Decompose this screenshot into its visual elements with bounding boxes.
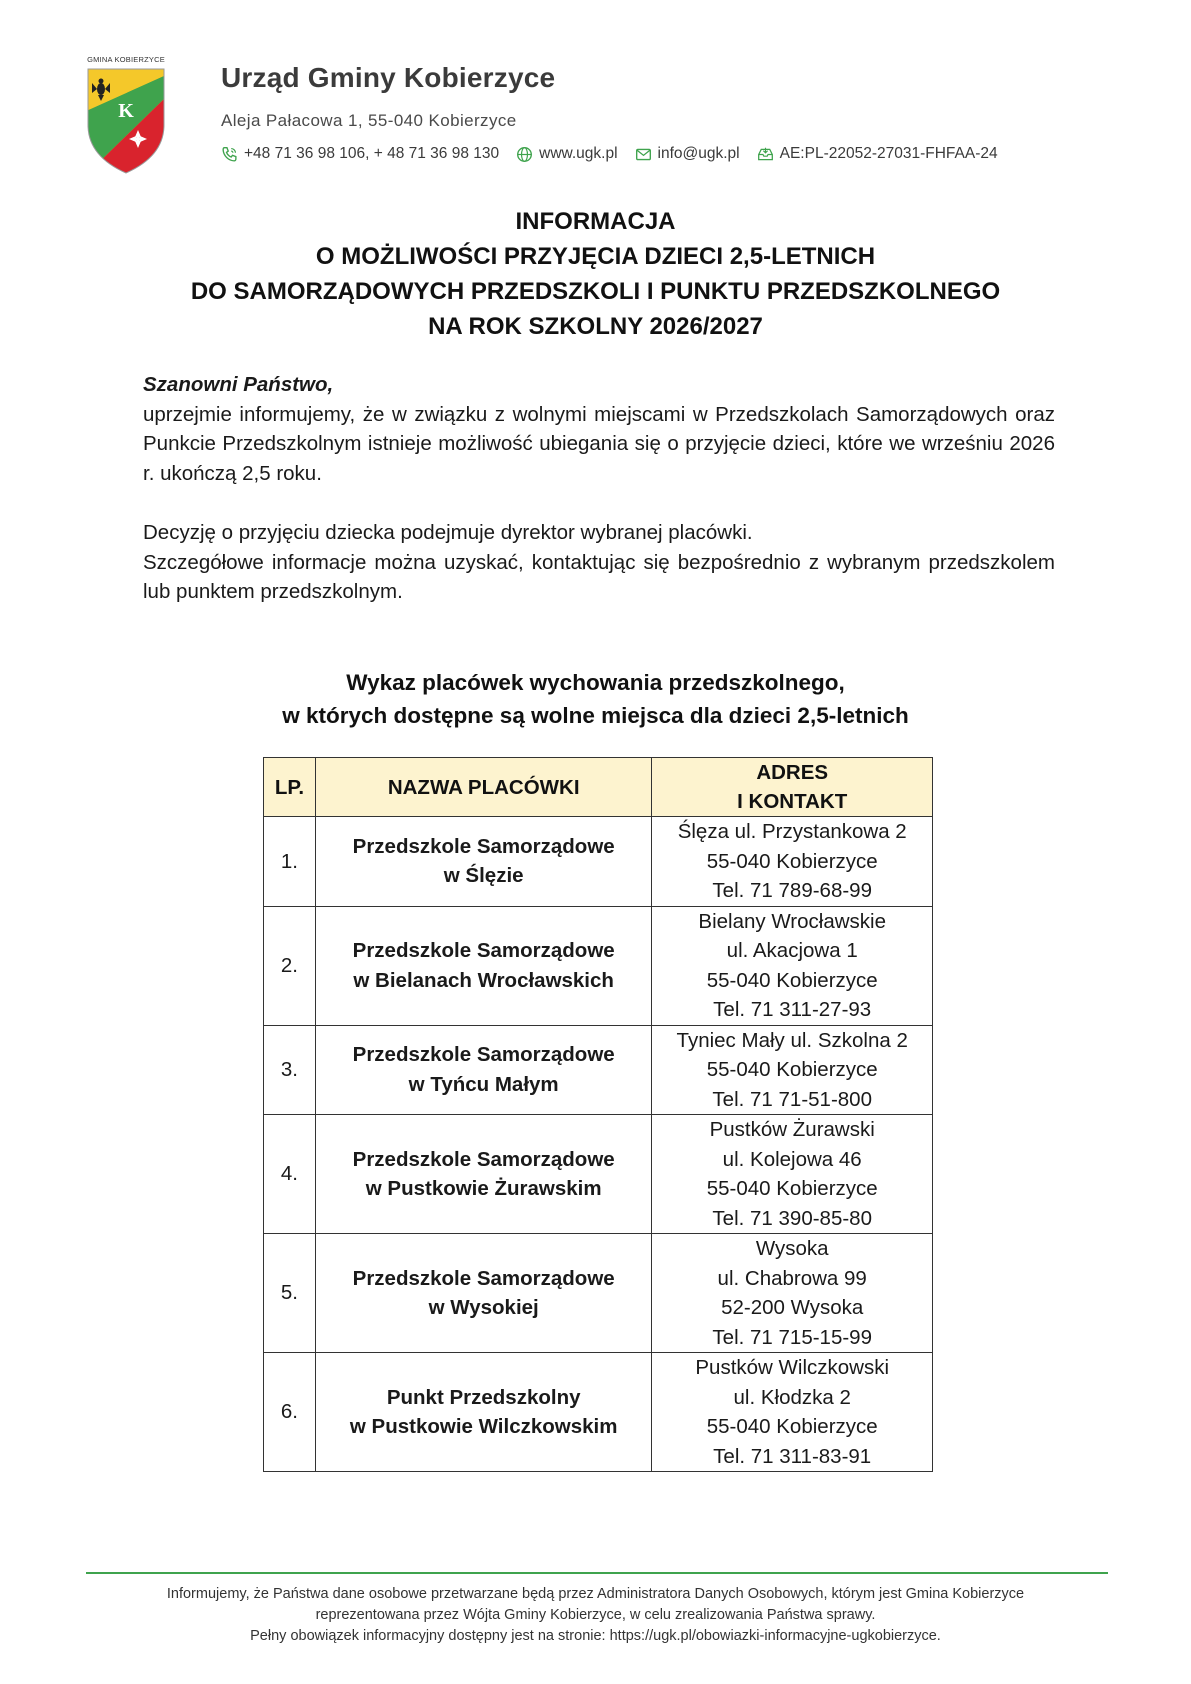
column-header-name: NAZWA PLACÓWKI xyxy=(315,758,651,817)
facility-name-line: Punkt Przedszkolny xyxy=(386,1385,581,1409)
address-line: 55-040 Kobierzyce xyxy=(706,1177,878,1200)
contact-bar xyxy=(221,145,1015,163)
title-line: INFORMACJA xyxy=(515,208,676,235)
svg-text:K: K xyxy=(118,100,134,122)
municipality-logo xyxy=(86,55,166,175)
decision-paragraph xyxy=(143,518,1055,607)
address-line: Tel. 71 311-83-91 xyxy=(713,1444,872,1468)
contact-phone xyxy=(221,145,499,163)
facility-name xyxy=(315,817,651,907)
facility-name xyxy=(315,906,651,1025)
mail-icon xyxy=(635,146,652,163)
facility-name-line: w Pustkowie Żurawskim xyxy=(365,1177,602,1200)
list-heading-line1: Wykaz placówek wychowania przedszkolnego, xyxy=(346,670,845,695)
row-number: 2. xyxy=(264,906,316,1025)
facility-name-line: w Bielanach Wrocławskich xyxy=(353,968,614,992)
address-line: Pustków Wilczkowski xyxy=(695,1356,890,1379)
address-line: ul. Chabrowa 99 xyxy=(717,1266,867,1290)
address-line: 55-040 Kobierzyce xyxy=(706,849,878,873)
paragraph-decision: Decyzję o przyjęciu dziecka podejmuje dyrektor wybranej placówki. xyxy=(143,521,753,544)
facility-address xyxy=(652,1234,933,1353)
footer-line: Informujemy, że Państwa dane osobowe przetwarzane będą przez Administratora Danych Osobowych, którym jest Gmina Kobierzyce xyxy=(166,1586,1025,1602)
address-line: Tel. 71 715-15-99 xyxy=(712,1325,872,1349)
table-header-row xyxy=(264,758,933,817)
column-header-address-line2: I KONTAKT xyxy=(737,790,848,813)
address-line: ul. Kłodzka 2 xyxy=(733,1385,851,1409)
contact-epuap xyxy=(757,145,998,163)
facility-address xyxy=(652,1353,933,1472)
intro-paragraph xyxy=(143,370,1055,488)
facility-name-line: w Pustkowie Wilczkowskim xyxy=(349,1415,618,1438)
column-header-address-line1: ADRES xyxy=(756,761,829,784)
epuap-inbox-icon xyxy=(757,146,774,163)
column-header-lp: LP. xyxy=(264,758,316,817)
row-number: 4. xyxy=(264,1115,316,1234)
document-title xyxy=(0,204,1191,344)
contact-website-text[interactable]: www.ugk.pl xyxy=(539,145,618,162)
table-row xyxy=(264,1025,933,1115)
facility-name-line: w Ślęzie xyxy=(443,864,524,888)
address-line: 55-040 Kobierzyce xyxy=(706,968,878,992)
org-name: Urząd Gminy Kobierzyce xyxy=(221,62,556,93)
column-header-address xyxy=(652,758,933,817)
facility-name-line: Przedszkole Samorządowe xyxy=(352,834,615,858)
address-line: 55-040 Kobierzyce xyxy=(706,1058,878,1081)
facility-name-line: Przedszkole Samorządowe xyxy=(352,1043,615,1067)
address-line: Wysoka xyxy=(755,1237,829,1260)
coat-of-arms-icon xyxy=(86,67,166,175)
footer-line: reprezentowana przez Wójta Gminy Kobierzyce, w celu zrealizowania Państwa sprawy. xyxy=(315,1607,876,1623)
table-row xyxy=(264,817,933,907)
paragraph-contact-info: Szczegółowe informacje można uzyskać, kontaktując się bezpośrednio z wybranym przedszkolem lub punktem przedszkolnym. xyxy=(143,550,1055,603)
contact-website[interactable] xyxy=(516,145,617,163)
facility-name xyxy=(315,1115,651,1234)
facility-address xyxy=(652,906,933,1025)
list-heading-line2: w których dostępne są wolne miejsca dla dzieci 2,5-letnich xyxy=(282,702,909,728)
address-line: Tyniec Mały ul. Szkolna 2 xyxy=(676,1028,908,1052)
facility-address xyxy=(652,1025,933,1115)
contact-email[interactable] xyxy=(635,145,740,163)
facility-name-line: Przedszkole Samorządowe xyxy=(352,1266,615,1290)
address-line: Tel. 71 789-68-99 xyxy=(712,879,872,902)
globe-icon xyxy=(516,146,533,163)
logo-caption: GMINA KOBIERZYCE xyxy=(87,55,165,64)
address-line: ul. Kolejowa 46 xyxy=(722,1147,862,1171)
address-line: Tel. 71 71-51-800 xyxy=(712,1087,872,1111)
title-line: NA ROK SZKOLNY 2026/2027 xyxy=(428,313,763,340)
address-line: Bielany Wrocławskie xyxy=(698,909,886,933)
row-number: 5. xyxy=(264,1234,316,1353)
title-line: O MOŻLIWOŚCI PRZYJĘCIA DZIECI 2,5-LETNICH xyxy=(315,243,876,270)
address-line: 52-200 Wysoka xyxy=(721,1296,864,1319)
row-number: 3. xyxy=(264,1025,316,1115)
table-row xyxy=(264,906,933,1025)
table-row xyxy=(264,1353,933,1472)
org-address: Aleja Pałacowa 1, 55-040 Kobierzyce xyxy=(221,111,517,130)
table-row xyxy=(264,1234,933,1353)
gdpr-footer xyxy=(0,1584,1191,1647)
row-number: 6. xyxy=(264,1353,316,1472)
address-line: Pustków Żurawski xyxy=(709,1118,875,1141)
facility-address xyxy=(652,1115,933,1234)
title-line: DO SAMORZĄDOWYCH PRZEDSZKOLI I PUNKTU PRZEDSZKOLNEGO xyxy=(190,278,1001,305)
facilities-table xyxy=(263,757,933,1472)
contact-epuap-text: AE:PL-22052-27031-FHFAA-24 xyxy=(779,145,998,162)
salutation: Szanowni Państwo, xyxy=(143,373,334,396)
paragraph-availability: uprzejmie informujemy, że w związku z wolnymi miejscami w Przedszkolach Samorządowych oraz Punkcie Przedszkolnym istnieje możliwość ubiegania się o przyjęcie dzieci, które we wrześniu 2026 r. ukończą 2,5 roku. xyxy=(143,402,1055,485)
footer-divider xyxy=(86,1572,1108,1574)
contact-email-text[interactable]: info@ugk.pl xyxy=(657,145,740,162)
facility-address xyxy=(652,817,933,907)
address-line: Tel. 71 390-85-80 xyxy=(712,1206,872,1230)
address-line: Tel. 71 311-27-93 xyxy=(713,998,872,1021)
footer-line: Pełny obowiązek informacyjny dostępny jest na stronie: https://ugk.pl/obowiazki-informacyjne-ugkobierzyce. xyxy=(250,1628,941,1644)
contact-phone-text: +48 71 36 98 106, + 48 71 36 98 130 xyxy=(244,145,500,162)
facility-name xyxy=(315,1353,651,1472)
table-row xyxy=(264,1115,933,1234)
address-line: Ślęza ul. Przystankowa 2 xyxy=(677,820,907,843)
facility-list-heading xyxy=(0,667,1191,732)
facility-name-line: Przedszkole Samorządowe xyxy=(352,1147,615,1171)
facility-name xyxy=(315,1234,651,1353)
row-number: 1. xyxy=(264,817,316,907)
address-line: 55-040 Kobierzyce xyxy=(706,1415,878,1438)
address-line: ul. Akacjowa 1 xyxy=(726,939,858,962)
facility-name-line: w Tyńcu Małym xyxy=(408,1072,559,1096)
facility-name-line: Przedszkole Samorządowe xyxy=(352,939,615,962)
phone-icon xyxy=(221,146,238,163)
facility-name-line: w Wysokiej xyxy=(428,1296,539,1319)
facility-name xyxy=(315,1025,651,1115)
